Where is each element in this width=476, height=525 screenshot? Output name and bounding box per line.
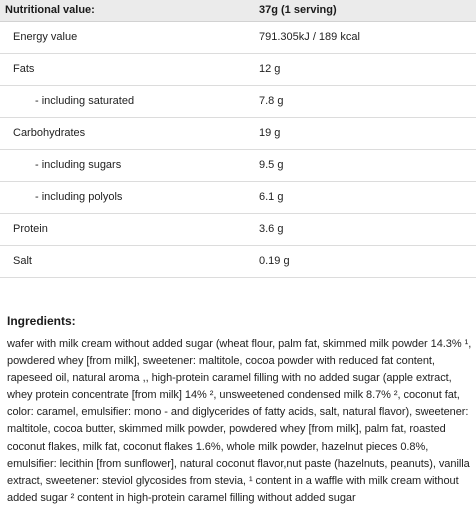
table-row (0, 85, 476, 117)
row-value-polyols: 6.1 g (252, 181, 476, 213)
row-value-energy: 791.305kJ / 189 kcal (252, 21, 476, 53)
row-label-sugars: - including sugars (0, 149, 252, 181)
table-row (0, 117, 476, 149)
row-label-saturated: - including saturated (0, 85, 252, 117)
row-label-polyols: - including polyols (0, 181, 252, 213)
row-value-carbohydrates: 19 g (252, 117, 476, 149)
table-row (0, 149, 476, 181)
table-header-row (0, 0, 476, 21)
ingredients-heading: Ingredients: (7, 314, 76, 328)
row-value-fats: 12 g (252, 53, 476, 85)
row-value-salt: 0.19 g (252, 245, 476, 277)
row-label-protein: Protein (0, 213, 252, 245)
row-value-sugars: 9.5 g (252, 149, 476, 181)
row-value-saturated: 7.8 g (252, 85, 476, 117)
table-row (0, 21, 476, 53)
row-label-carbohydrates: Carbohydrates (0, 117, 252, 149)
row-label-salt: Salt (0, 245, 252, 277)
table-row (0, 181, 476, 213)
table-row (0, 53, 476, 85)
header-label: Nutritional value: (0, 0, 252, 21)
row-value-protein: 3.6 g (252, 213, 476, 245)
ingredients-text: wafer with milk cream without added sugar (wheat flour, palm fat, skimmed milk powder 14.3% ¹, powdered whey [from milk], sweetener: maltitole, cocoa powder with reduced fat content, rapeseed oil, natural aroma ,, high-protein caramel filling with no added sugar (apple extract, whey protein concentrate [from milk] 14% ², unsweetened condensed milk 8.7% ², coconut fat, color: caramel, emulsifier: mono - and diglycerides of fatty acids, salt, natural flavor), sweetener: maltitole, cocoa butter, skimmed milk powder, powdered whey [from milk], palm fat, roasted coconut flakes, milk fat, coconut flakes 1.6%, whole milk powder, hazelnut pieces 0.8%, emulsifier: lecithin [from sunflower], natural coconut flavor,nut paste (hazelnuts, peanuts), vanilla extract, sweetener: steviol glycosides from stevia, ¹ content in a waffle with milk cream without added sugar ² content in high-protein caramel filling without added sugar (7, 338, 472, 504)
row-label-fats: Fats (0, 53, 252, 85)
row-label-energy: Energy value (0, 21, 252, 53)
table-row (0, 213, 476, 245)
header-value: 37g (1 serving) (252, 0, 476, 21)
table-row (0, 245, 476, 277)
